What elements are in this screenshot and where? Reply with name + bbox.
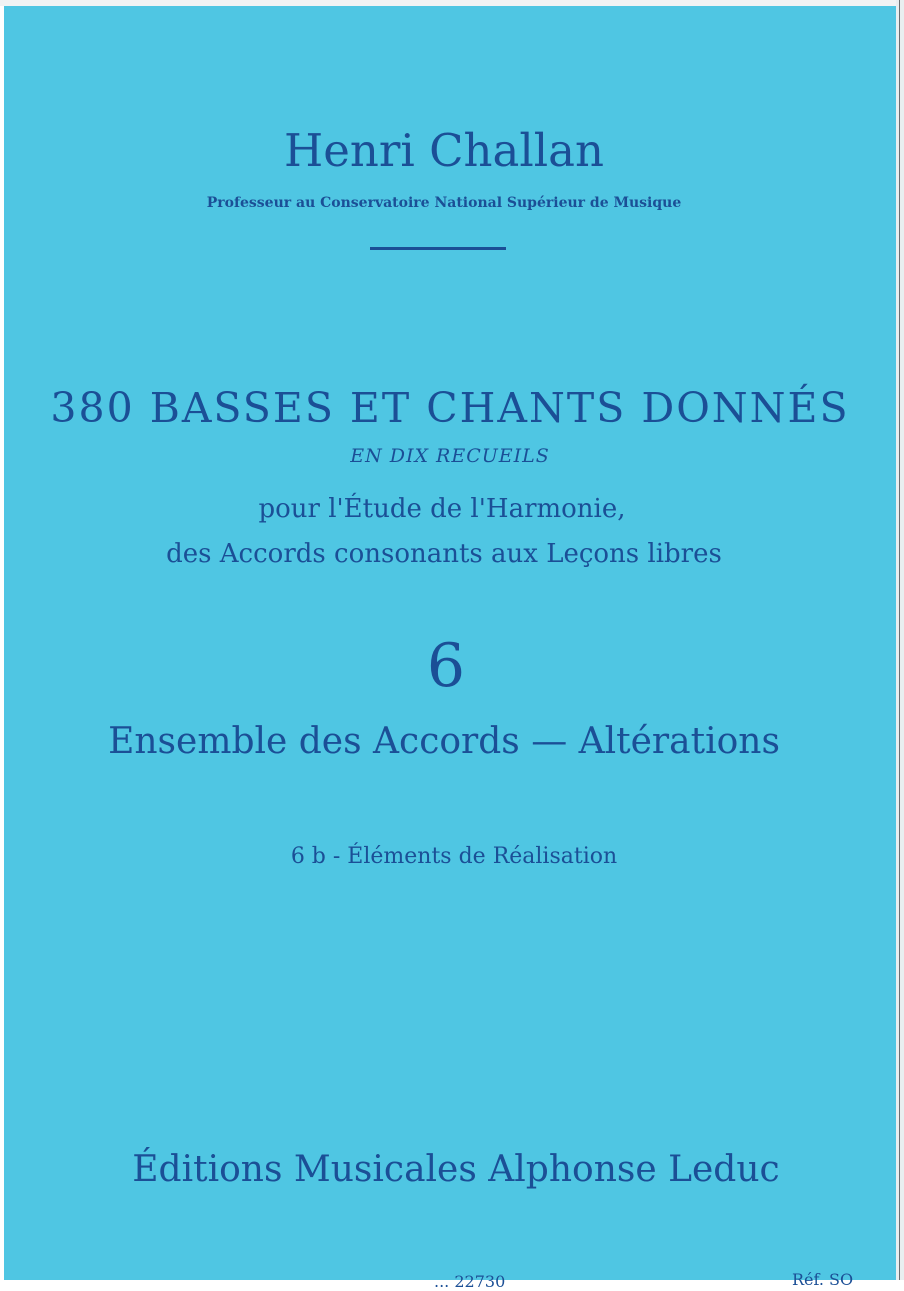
description-line-2: des Accords consonants aux Leçons libres bbox=[166, 539, 722, 569]
author-name: Henri Challan bbox=[284, 124, 604, 177]
book-subtitle: EN DIX RECUEILS bbox=[350, 445, 550, 467]
volume-number: 6 bbox=[426, 631, 466, 701]
part-label: 6 b - Éléments de Réalisation bbox=[290, 844, 618, 869]
description-line-1: pour l'Étude de l'Harmonie, bbox=[258, 494, 626, 524]
book-title: 380 BASSES ET CHANTS DONNÉS bbox=[50, 384, 850, 432]
reference-code: Réf. SO bbox=[792, 1270, 854, 1289]
scan-edge-line bbox=[899, 0, 900, 1280]
volume-title: Ensemble des Accords — Altérations bbox=[108, 721, 780, 762]
divider-rule bbox=[370, 247, 506, 250]
author-affiliation: Professeur au Conservatoire National Supérieur de Musique bbox=[206, 195, 682, 211]
publisher-name: Éditions Musicales Alphonse Leduc bbox=[132, 1149, 780, 1190]
book-cover bbox=[4, 6, 896, 1291]
catalog-number: ... 22730 bbox=[434, 1272, 506, 1291]
scan-right-edge bbox=[896, 0, 904, 1280]
